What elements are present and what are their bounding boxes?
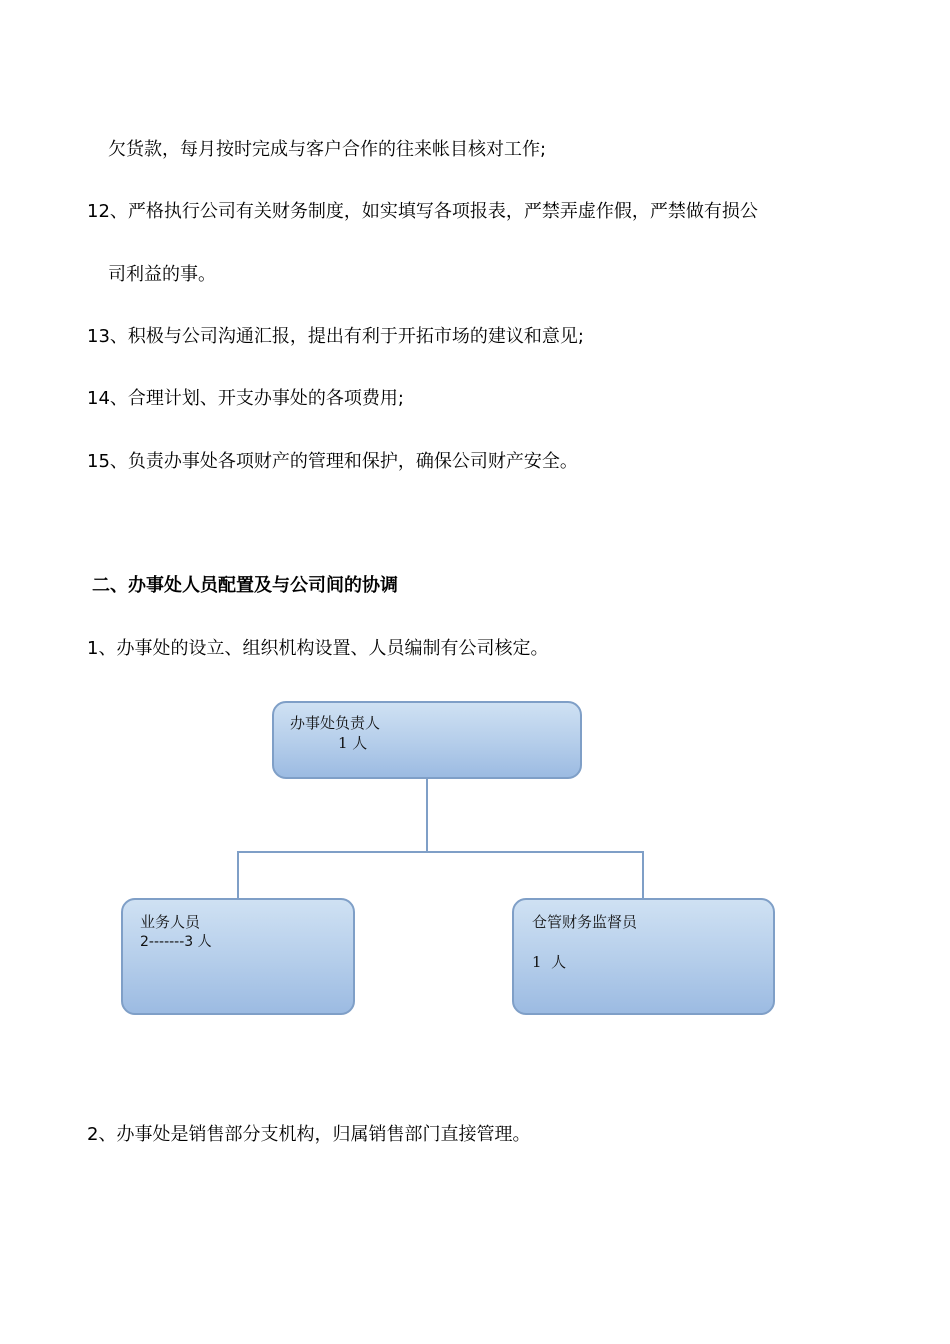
org-box-warehouse-finance-title: 仓管财务监督员 [532,913,638,931]
section-heading: 二、办事处人员配置及与公司间的协调 [92,575,398,596]
org-box-sales-staff [121,898,355,1015]
org-box-office-head [272,701,582,779]
paragraph-15: 15、负责办事处各项财产的管理和保护，确保公司财产安全。 [87,451,578,472]
org-box-sales-staff-title: 业务人员 [140,913,201,931]
org-box-sales-staff-count: 2-------3 人 [140,934,212,950]
section-item-1: 1、办事处的设立、组织机构设置、人员编制有公司核定。 [87,638,549,659]
paragraph-11-continuation: 欠货款，每月按时完成与客户合作的往来帐目核对工作; [108,139,547,160]
paragraph-12-line-1: 12、严格执行公司有关财务制度，如实填写各项报表，严禁弄虚作假，严禁做有损公 [87,201,758,222]
org-box-office-head-title: 办事处负责人 [290,714,381,732]
org-box-office-head-count: 1 人 [338,734,368,752]
org-box-warehouse-finance [512,898,775,1015]
org-box-warehouse-finance-count: 1 人 [532,953,567,971]
section-item-2: 2、办事处是销售部分支机构，归属销售部门直接管理。 [87,1124,531,1145]
paragraph-12-line-2: 司利益的事。 [108,264,216,285]
paragraph-13: 13、积极与公司沟通汇报，提出有利于开拓市场的建议和意见; [87,326,584,347]
paragraph-14: 14、合理计划、开支办事处的各项费用; [87,388,404,409]
